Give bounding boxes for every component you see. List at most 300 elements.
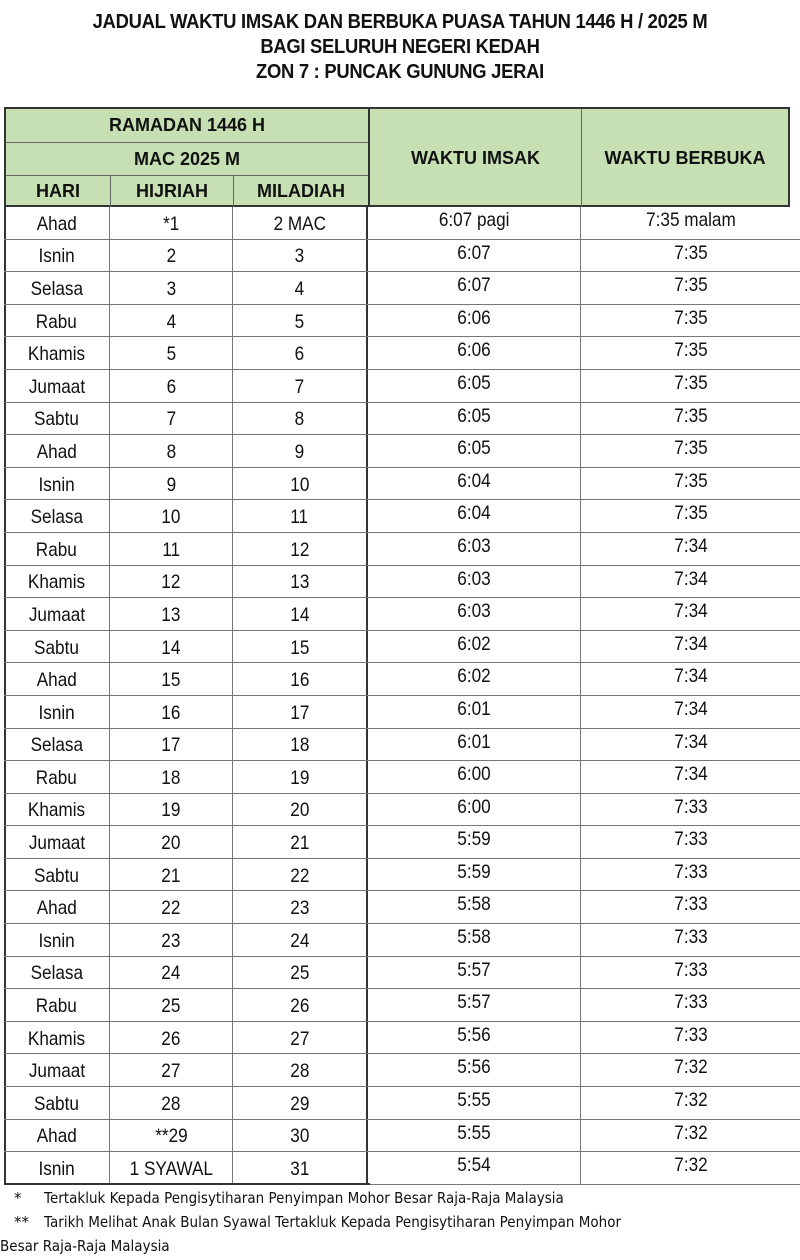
hijri-date-cell-text: 8	[166, 440, 176, 463]
gregorian-date-cell-text: 19	[289, 766, 310, 789]
hijri-date-cell	[110, 1152, 233, 1184]
table-row	[4, 924, 800, 957]
gregorian-date-cell	[233, 826, 368, 858]
iftar-time-cell	[581, 1022, 800, 1054]
table-header	[4, 107, 790, 207]
hijri-date-cell-text: 3	[166, 277, 176, 300]
day-cell	[4, 305, 110, 337]
gregorian-date-cell-text: 27	[289, 1027, 310, 1050]
day-cell	[4, 403, 110, 435]
imsak-time-cell-text: 6:07	[457, 274, 491, 297]
footnote-1	[14, 1186, 794, 1210]
day-cell	[4, 1120, 110, 1152]
iftar-time-cell-text: 7:32	[673, 1089, 708, 1112]
hijri-date-cell	[110, 403, 233, 435]
imsak-time-cell	[368, 403, 581, 435]
imsak-time-cell	[368, 794, 581, 826]
imsak-time-cell-text: 5:59	[457, 860, 491, 883]
day-cell	[4, 989, 110, 1021]
iftar-time-cell-text: 7:35	[673, 371, 708, 394]
day-cell	[4, 1087, 110, 1119]
gregorian-date-cell	[233, 891, 368, 923]
title-line-1: JADUAL WAKTU IMSAK DAN BERBUKA PUASA TAHUN 1446 H / 2025 M	[92, 11, 708, 33]
hijri-date-cell	[110, 1120, 233, 1152]
hijri-date-cell-text: 20	[161, 832, 181, 855]
gregorian-date-cell-text: 31	[289, 1158, 310, 1181]
table-row	[4, 337, 800, 370]
gregorian-date-cell	[233, 1087, 368, 1119]
day-cell	[4, 1152, 110, 1184]
imsak-time-cell-text: 6:02	[457, 632, 491, 655]
hijri-date-cell	[110, 598, 233, 630]
footnote-mark: **	[14, 1213, 29, 1231]
iftar-time-cell-text: 7:33	[673, 1023, 708, 1046]
gregorian-date-cell	[233, 435, 368, 467]
day-cell-text: Khamis	[27, 571, 86, 594]
imsak-time-cell-text: 6:03	[457, 600, 491, 623]
hijri-date-cell-text: 9	[166, 473, 176, 496]
day-cell-text: Sabtu	[34, 636, 79, 659]
day-cell-text: Selasa	[30, 277, 83, 300]
iftar-time-cell	[581, 207, 800, 239]
gregorian-date-cell	[233, 337, 368, 369]
iftar-time-cell-text: 7:33	[673, 991, 708, 1014]
hijri-date-cell	[110, 566, 233, 598]
gregorian-date-cell	[233, 761, 368, 793]
hijri-date-cell-text: 19	[161, 799, 181, 822]
gregorian-date-cell	[233, 533, 368, 565]
table-row	[4, 663, 800, 696]
gregorian-date-cell-text: 14	[289, 603, 310, 626]
table-row	[4, 435, 800, 468]
imsak-time-cell-text: 6:00	[457, 763, 491, 786]
hijri-date-cell	[110, 370, 233, 402]
gregorian-date-cell	[233, 1054, 368, 1086]
table-row	[4, 1152, 800, 1185]
day-cell	[4, 435, 110, 467]
iftar-time-cell	[581, 435, 800, 467]
hijri-date-cell	[110, 1087, 233, 1119]
hijri-date-cell	[110, 305, 233, 337]
imsak-time-cell-text: 5:58	[457, 893, 491, 916]
hijri-date-cell-text: 12	[161, 571, 181, 594]
hijri-date-cell-text: 26	[161, 1027, 181, 1050]
imsak-time-cell-text: 6:01	[457, 730, 491, 753]
iftar-time-cell	[581, 272, 800, 304]
gregorian-date-cell	[233, 663, 368, 695]
table-row	[4, 272, 800, 305]
hijri-date-cell	[110, 1054, 233, 1086]
gregorian-date-cell-text: 20	[289, 799, 310, 822]
imsak-time-cell	[368, 566, 581, 598]
hijri-date-cell	[110, 533, 233, 565]
gregorian-date-cell	[233, 729, 368, 761]
iftar-time-cell	[581, 826, 800, 858]
iftar-time-cell-text: 7:33	[673, 958, 708, 981]
gregorian-date-cell-text: 26	[289, 995, 310, 1018]
iftar-time-cell	[581, 663, 800, 695]
iftar-time-cell-text: 7:34	[673, 632, 708, 655]
iftar-time-cell	[581, 891, 800, 923]
header-col-gregorian: MILADIAH	[257, 181, 345, 201]
imsak-time-cell	[368, 305, 581, 337]
footnote-2	[0, 1210, 794, 1258]
iftar-time-cell-text: 7:33	[673, 893, 708, 916]
hijri-date-cell-text: 17	[161, 734, 181, 757]
imsak-time-cell-text: 6:07	[457, 241, 491, 264]
header-col-hijri: HIJRIAH	[135, 181, 208, 201]
gregorian-date-cell-text: 21	[289, 832, 310, 855]
iftar-time-cell-text: 7:35	[673, 339, 708, 362]
table-row	[4, 729, 800, 762]
iftar-time-cell	[581, 794, 800, 826]
table-row	[4, 631, 800, 664]
imsak-time-cell	[368, 696, 581, 728]
iftar-time-cell	[581, 468, 800, 500]
table-row	[4, 696, 800, 729]
imsak-time-cell-text: 6:04	[457, 469, 491, 492]
day-cell-text: Isnin	[38, 245, 75, 268]
gregorian-date-cell-text: 16	[289, 669, 310, 692]
day-cell-text: Ahad	[36, 669, 77, 692]
hijri-date-cell	[110, 272, 233, 304]
day-cell	[4, 207, 110, 239]
table-row	[4, 891, 800, 924]
gregorian-date-cell-text: 4	[294, 277, 305, 300]
iftar-time-cell	[581, 370, 800, 402]
day-cell-text: Rabu	[35, 310, 78, 333]
imsak-time-cell	[368, 891, 581, 923]
day-cell-text: Jumaat	[28, 375, 85, 398]
gregorian-date-cell-text: 28	[289, 1060, 310, 1083]
day-cell-text: Isnin	[38, 929, 75, 952]
imsak-time-cell	[368, 859, 581, 891]
day-cell-text: Rabu	[35, 538, 78, 561]
iftar-time-cell	[581, 1054, 800, 1086]
table-row	[4, 240, 800, 273]
gregorian-date-cell	[233, 468, 368, 500]
gregorian-date-cell-text: 22	[289, 864, 310, 887]
imsak-time-cell	[368, 1087, 581, 1119]
hijri-date-cell-text: **29	[154, 1125, 188, 1148]
day-cell	[4, 826, 110, 858]
table-row	[4, 566, 800, 599]
imsak-time-cell-text: 5:56	[457, 1023, 491, 1046]
gregorian-date-cell-text: 11	[290, 506, 309, 529]
day-cell	[4, 1054, 110, 1086]
gregorian-date-cell	[233, 240, 368, 272]
table-row	[4, 794, 800, 827]
iftar-time-cell	[581, 305, 800, 337]
imsak-time-cell	[368, 1152, 581, 1184]
iftar-time-cell	[581, 696, 800, 728]
header-col-day: HARI	[36, 181, 80, 201]
day-cell	[4, 500, 110, 532]
gregorian-date-cell-text: 23	[289, 897, 310, 920]
gregorian-date-cell	[233, 370, 368, 402]
gregorian-date-cell	[233, 1152, 368, 1184]
gregorian-date-cell	[233, 696, 368, 728]
hijri-date-cell-text: *1	[162, 212, 180, 235]
iftar-time-cell	[581, 924, 800, 956]
hijri-date-cell	[110, 1022, 233, 1054]
imsak-time-cell-text: 6:00	[457, 795, 491, 818]
hijri-date-cell	[110, 826, 233, 858]
day-cell-text: Isnin	[38, 1158, 75, 1181]
gregorian-date-cell-text: 5	[294, 310, 305, 333]
hijri-date-cell	[110, 924, 233, 956]
gregorian-date-cell-text: 24	[289, 929, 310, 952]
day-cell-text: Sabtu	[34, 408, 79, 431]
table-row	[4, 1054, 800, 1087]
imsak-time-cell	[368, 729, 581, 761]
gregorian-date-cell	[233, 859, 368, 891]
day-cell	[4, 337, 110, 369]
iftar-time-cell	[581, 337, 800, 369]
hijri-date-cell	[110, 729, 233, 761]
day-cell	[4, 566, 110, 598]
iftar-time-cell-text: 7:35	[673, 306, 708, 329]
hijri-date-cell-text: 25	[161, 995, 181, 1018]
gregorian-date-cell	[233, 403, 368, 435]
imsak-time-cell-text: 5:59	[457, 828, 491, 851]
hijri-date-cell	[110, 631, 233, 663]
gregorian-date-cell	[233, 305, 368, 337]
day-cell-text: Isnin	[38, 473, 75, 496]
gregorian-date-cell-text: 9	[294, 440, 305, 463]
hijri-date-cell	[110, 468, 233, 500]
hijri-date-cell-text: 21	[161, 864, 181, 887]
iftar-time-cell	[581, 533, 800, 565]
gregorian-date-cell-text: 3	[294, 245, 305, 268]
hijri-date-cell	[110, 891, 233, 923]
imsak-time-cell	[368, 240, 581, 272]
imsak-time-cell	[368, 272, 581, 304]
iftar-time-cell-text: 7:35	[673, 241, 708, 264]
table-row	[4, 305, 800, 338]
table-row	[4, 468, 800, 501]
day-cell	[4, 468, 110, 500]
imsak-time-cell	[368, 1120, 581, 1152]
gregorian-date-cell-text: 18	[289, 734, 310, 757]
hijri-date-cell-text: 5	[166, 343, 176, 366]
day-cell	[4, 794, 110, 826]
gregorian-date-cell-text: 17	[289, 701, 310, 724]
imsak-time-cell-text: 6:06	[457, 339, 491, 362]
hijri-date-cell	[110, 696, 233, 728]
gregorian-date-cell-text: 10	[289, 473, 310, 496]
day-cell	[4, 1022, 110, 1054]
gregorian-date-cell	[233, 207, 368, 239]
header-col-iftar: WAKTU BERBUKA	[604, 147, 766, 168]
day-cell	[4, 957, 110, 989]
table-row	[4, 403, 800, 436]
gregorian-date-cell-text: 2 MAC	[273, 212, 326, 235]
day-cell	[4, 761, 110, 793]
imsak-time-cell-text: 5:54	[457, 1154, 491, 1177]
hijri-date-cell	[110, 989, 233, 1021]
iftar-time-cell-text: 7:35	[673, 469, 708, 492]
hijri-date-cell-text: 24	[161, 962, 181, 985]
iftar-time-cell	[581, 989, 800, 1021]
iftar-time-cell-text: 7:33	[673, 828, 708, 851]
hijri-date-cell-text: 27	[161, 1060, 181, 1083]
iftar-time-cell	[581, 631, 800, 663]
imsak-time-cell	[368, 207, 581, 239]
page-title	[32, 10, 768, 85]
imsak-time-cell-text: 5:55	[457, 1089, 491, 1112]
day-cell	[4, 663, 110, 695]
iftar-time-cell-text: 7:33	[673, 926, 708, 949]
imsak-time-cell	[368, 370, 581, 402]
iftar-time-cell	[581, 566, 800, 598]
gregorian-date-cell	[233, 924, 368, 956]
iftar-time-cell	[581, 729, 800, 761]
imsak-time-cell-text: 5:55	[457, 1121, 491, 1144]
hijri-date-cell-text: 11	[162, 538, 180, 561]
day-cell	[4, 598, 110, 630]
hijri-date-cell-text: 16	[161, 701, 181, 724]
iftar-time-cell	[581, 761, 800, 793]
imsak-time-cell-text: 5:56	[457, 1056, 491, 1079]
table-row	[4, 533, 800, 566]
gregorian-date-cell-text: 12	[289, 538, 310, 561]
day-cell-text: Ahad	[36, 212, 77, 235]
hijri-date-cell-text: 15	[161, 669, 181, 692]
iftar-time-cell-text: 7:35	[673, 502, 708, 525]
day-cell	[4, 924, 110, 956]
day-cell-text: Ahad	[36, 440, 77, 463]
iftar-time-cell	[581, 859, 800, 891]
hijri-date-cell-text: 4	[166, 310, 176, 333]
gregorian-date-cell	[233, 957, 368, 989]
imsak-time-cell	[368, 598, 581, 630]
gregorian-date-cell-text: 7	[294, 375, 305, 398]
hijri-date-cell	[110, 859, 233, 891]
iftar-time-cell-text: 7:34	[673, 600, 708, 623]
table-row	[4, 1022, 800, 1055]
imsak-time-cell-text: 5:58	[457, 926, 491, 949]
footnote-text: Tertakluk Kepada Pengisytiharan Penyimpan Mohor Besar Raja-Raja Malaysia	[44, 1189, 564, 1207]
day-cell-text: Jumaat	[28, 1060, 85, 1083]
hijri-date-cell-text: 2	[166, 245, 176, 268]
imsak-time-cell	[368, 663, 581, 695]
gregorian-date-cell-text: 30	[289, 1125, 310, 1148]
table-row	[4, 1120, 800, 1153]
imsak-time-cell	[368, 924, 581, 956]
imsak-time-cell	[368, 435, 581, 467]
title-line-3: ZON 7 : PUNCAK GUNUNG JERAI	[255, 61, 544, 83]
hijri-date-cell-text: 6	[166, 375, 176, 398]
gregorian-date-cell	[233, 989, 368, 1021]
hijri-date-cell	[110, 337, 233, 369]
gregorian-date-cell	[233, 631, 368, 663]
gregorian-date-cell-text: 8	[294, 408, 305, 431]
day-cell-text: Isnin	[38, 701, 75, 724]
hijri-date-cell-text: 23	[161, 929, 181, 952]
imsak-time-cell-text: 6:05	[457, 437, 491, 460]
gregorian-date-cell	[233, 566, 368, 598]
hijri-date-cell-text: 1 SYAWAL	[129, 1158, 213, 1181]
gregorian-date-cell	[233, 794, 368, 826]
imsak-time-cell-text: 6:04	[457, 502, 491, 525]
hijri-date-cell	[110, 500, 233, 532]
iftar-time-cell-text: 7:33	[673, 860, 708, 883]
imsak-time-cell-text: 6:05	[457, 371, 491, 394]
imsak-time-cell	[368, 957, 581, 989]
hijri-date-cell-text: 7	[166, 408, 176, 431]
table-row	[4, 859, 800, 892]
iftar-time-cell-text: 7:34	[673, 567, 708, 590]
hijri-date-cell	[110, 794, 233, 826]
iftar-time-cell-text: 7:34	[673, 763, 708, 786]
header-month-hijri: RAMADAN 1446 H	[108, 114, 266, 135]
day-cell-text: Khamis	[27, 1027, 86, 1050]
imsak-time-cell-text: 5:57	[457, 991, 491, 1014]
iftar-time-cell	[581, 957, 800, 989]
iftar-time-cell	[581, 1087, 800, 1119]
gregorian-date-cell	[233, 500, 368, 532]
hijri-date-cell	[110, 957, 233, 989]
hijri-date-cell-text: 22	[161, 897, 181, 920]
imsak-time-cell-text: 6:01	[457, 697, 491, 720]
gregorian-date-cell	[233, 598, 368, 630]
iftar-time-cell-text: 7:32	[673, 1154, 708, 1177]
iftar-time-cell	[581, 403, 800, 435]
header-month-gregorian: MAC 2025 M	[133, 148, 241, 169]
hijri-date-cell-text: 13	[161, 603, 181, 626]
imsak-time-cell	[368, 989, 581, 1021]
day-cell-text: Ahad	[36, 1125, 77, 1148]
header-col-imsak: WAKTU IMSAK	[411, 147, 540, 168]
imsak-time-cell-text: 6:02	[457, 665, 491, 688]
iftar-time-cell	[581, 500, 800, 532]
hijri-date-cell-text: 28	[161, 1092, 181, 1115]
day-cell-text: Selasa	[30, 506, 83, 529]
day-cell-text: Jumaat	[28, 832, 85, 855]
table-row	[4, 370, 800, 403]
hijri-date-cell	[110, 240, 233, 272]
footnote-text: Tarikh Melihat Anak Bulan Syawal Tertakluk Kepada Pengisytiharan Penyimpan Mohor	[44, 1213, 622, 1231]
day-cell	[4, 891, 110, 923]
day-cell-text: Sabtu	[34, 1092, 79, 1115]
table-row	[4, 826, 800, 859]
hijri-date-cell	[110, 435, 233, 467]
imsak-time-cell	[368, 468, 581, 500]
title-line-2: BAGI SELURUH NEGERI KEDAH	[260, 36, 540, 58]
iftar-time-cell-text: 7:35 malam	[645, 209, 736, 231]
hijri-date-cell	[110, 207, 233, 239]
day-cell-text: Selasa	[30, 734, 83, 757]
imsak-time-cell	[368, 761, 581, 793]
table-row	[4, 598, 800, 631]
day-cell	[4, 631, 110, 663]
imsak-time-cell	[368, 533, 581, 565]
imsak-time-cell-text: 6:06	[457, 306, 491, 329]
imsak-time-cell-text: 6:03	[457, 567, 491, 590]
footnote-continuation: Besar Raja-Raja Malaysia	[0, 1237, 170, 1255]
footnotes	[0, 1186, 794, 1258]
iftar-time-cell-text: 7:35	[673, 437, 708, 460]
table-row	[4, 500, 800, 533]
iftar-time-cell-text: 7:35	[673, 274, 708, 297]
gregorian-date-cell-text: 6	[294, 343, 305, 366]
imsak-time-cell-text: 5:57	[457, 958, 491, 981]
gregorian-date-cell	[233, 1022, 368, 1054]
iftar-time-cell-text: 7:34	[673, 730, 708, 753]
hijri-date-cell-text: 10	[161, 506, 181, 529]
iftar-time-cell-text: 7:33	[673, 795, 708, 818]
